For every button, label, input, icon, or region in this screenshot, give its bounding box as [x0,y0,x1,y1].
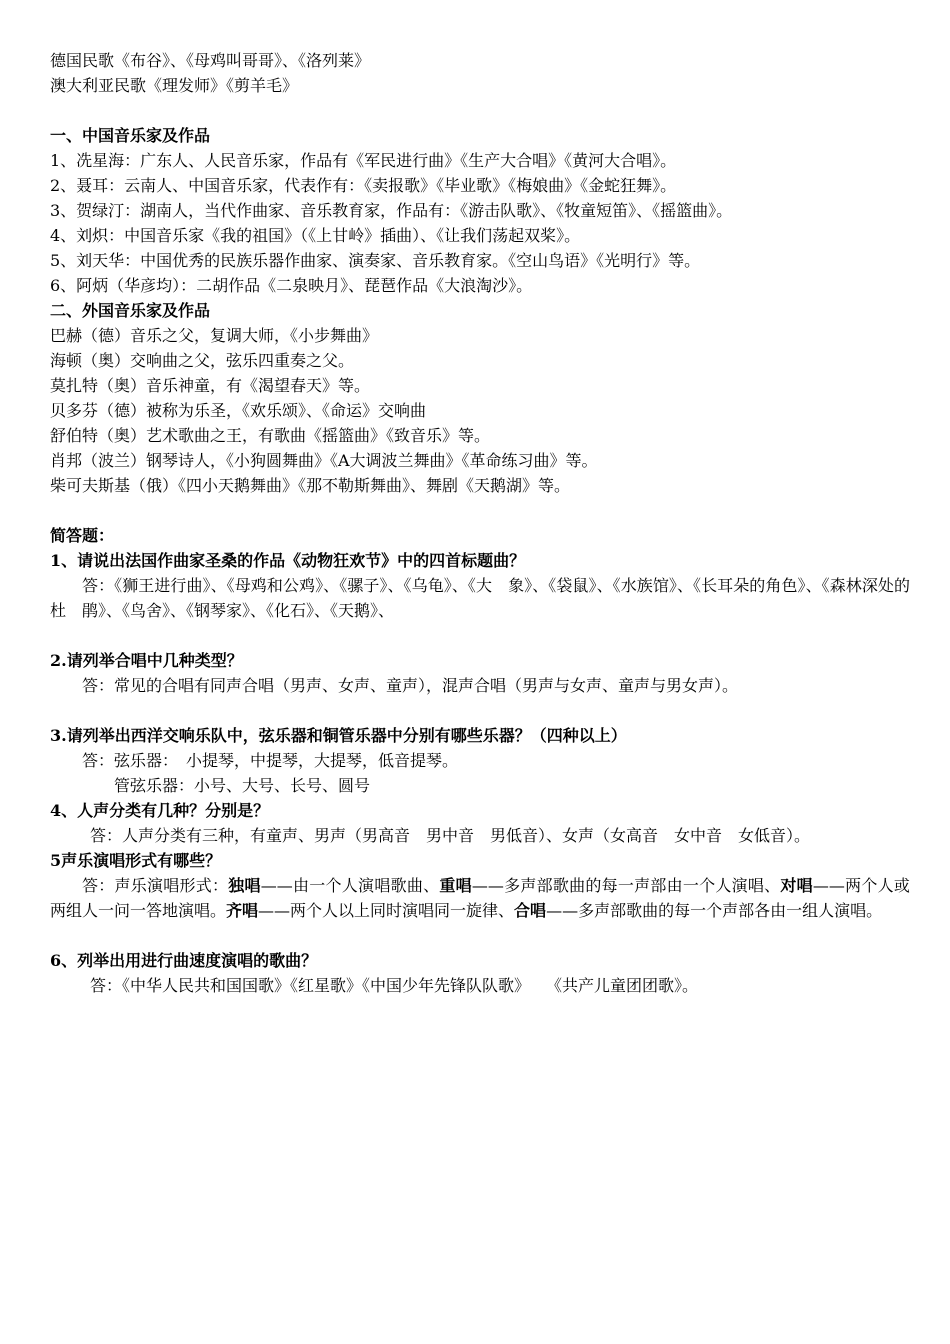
def-solo: ——由一个人演唱歌曲、 [260,876,440,895]
term-duet: 对唱 [780,876,813,895]
answer-5 [50,873,910,923]
list-item: 2、聂耳：云南人、中国音乐家，代表作有：《卖报歌》《毕业歌》《梅娘曲》《金蛇狂舞》。 [50,176,677,195]
question-5: 5声乐演唱形式有哪些？ [50,851,222,870]
spacer [50,98,910,123]
spacer [50,623,910,648]
def-unison: ——两个人以上同时演唱同一旋律、 [258,901,515,920]
question-4: 4、人声分类有几种？分别是？ [50,801,270,820]
list-item: 5、刘天华：中国优秀的民族乐器作曲家、演奏家、音乐教育家。《空山鸟语》《光明行》等。 [50,251,701,270]
section-heading-short-answer: 简答题： [50,526,115,545]
term-chorus: 合唱 [514,901,547,920]
spacer [50,498,910,523]
section-heading-foreign-musicians: 二、外国音乐家及作品 [50,301,211,320]
question-2: 2.请列举合唱中几种类型？ [50,651,243,670]
def-duet: ——两个人或两组人一问一答地演唱。 [50,876,910,920]
term-solo: 独唱 [228,876,261,895]
list-item: 巴赫（德）音乐之父，复调大师，《小步舞曲》 [50,326,379,345]
answer-3-strings: 答：弦乐器： 小提琴，中提琴，大提琴，低音提琴。 [82,751,459,770]
answer-2: 答：常见的合唱有同声合唱（男声、女声、童声），混声合唱（男声与女声、童声与男女声）。 [82,676,739,695]
spacer [50,923,910,948]
intro-line-australian-folk-songs: 澳大利亚民歌《理发师》《剪羊毛》 [50,76,299,95]
list-item: 柴可夫斯基（俄）《四小天鹅舞曲》《那不勒斯舞曲》、舞剧《天鹅湖》等。 [50,476,571,495]
answer-6: 答：《中华人民共和国国歌》《红星歌》《中国少年先锋队队歌》 《共产儿童团团歌》。 [90,976,699,995]
answer-4: 答：人声分类有三种，有童声、男声（男高音 男中音 男低音）、女声（女高音 女中音 女低音）。 [90,826,811,845]
answer-3-brass: 管弦乐器：小号、大号、长号、圆号 [114,776,371,795]
document-page [50,48,910,998]
spacer [50,698,910,723]
answer-5-prefix: 答：声乐演唱形式： [82,876,229,895]
question-1: 1、请说出法国作曲家圣桑的作品《动物狂欢节》中的四首标题曲？ [50,551,526,570]
list-item: 3、贺绿汀：湖南人，当代作曲家、音乐教育家，作品有：《游击队歌》、《牧童短笛》、《摇篮曲》。 [50,201,733,220]
list-item: 1、冼星海：广东人、人民音乐家，作品有《军民进行曲》《生产大合唱》《黄河大合唱》。 [50,151,677,170]
def-ensemble: ——多声部歌曲的每一声部由一个人演唱、 [471,876,781,895]
list-item: 肖邦（波兰）钢琴诗人，《小狗圆舞曲》《A大调波兰舞曲》《革命练习曲》等。 [50,451,598,470]
list-item: 贝多芬（德）被称为乐圣，《欢乐颂》、《命运》交响曲 [50,401,427,420]
term-ensemble: 重唱 [439,876,472,895]
list-item: 6、阿炳（华彦均）：二胡作品《二泉映月》、琵琶作品《大浪淘沙》。 [50,276,533,295]
term-unison: 齐唱 [226,901,259,920]
def-chorus: ——多声部歌曲的每一个声部各由一组人演唱。 [546,901,883,920]
question-6: 6、列举出用进行曲速度演唱的歌曲？ [50,951,318,970]
question-3: 3.请列举出西洋交响乐队中，弦乐器和铜管乐器中分别有哪些乐器？（四种以上） [50,726,627,745]
list-item: 莫扎特（奥）音乐神童，有《渴望春天》等。 [50,376,371,395]
section-heading-chinese-musicians: 一、中国音乐家及作品 [50,126,211,145]
list-item: 4、刘炽：中国音乐家《我的祖国》（《上甘岭》插曲）、《让我们荡起双桨》。 [50,226,581,245]
intro-line-german-folk-songs: 德国民歌《布谷》、《母鸡叫哥哥》、《洛列莱》 [50,51,371,70]
list-item: 舒伯特（奥）艺术歌曲之王，有歌曲《摇篮曲》《致音乐》等。 [50,426,491,445]
answer-1: 答：《狮王进行曲》、《母鸡和公鸡》、《骡子》、《乌龟》、《大 象》、《袋鼠》、《水族馆》、《长耳朵的角色》、《森林深处的杜 鹃》、《鸟舍》、《钢琴家》、《化石》、《天鹅》、 [50,576,910,620]
list-item: 海顿（奥）交响曲之父，弦乐四重奏之父。 [50,351,355,370]
